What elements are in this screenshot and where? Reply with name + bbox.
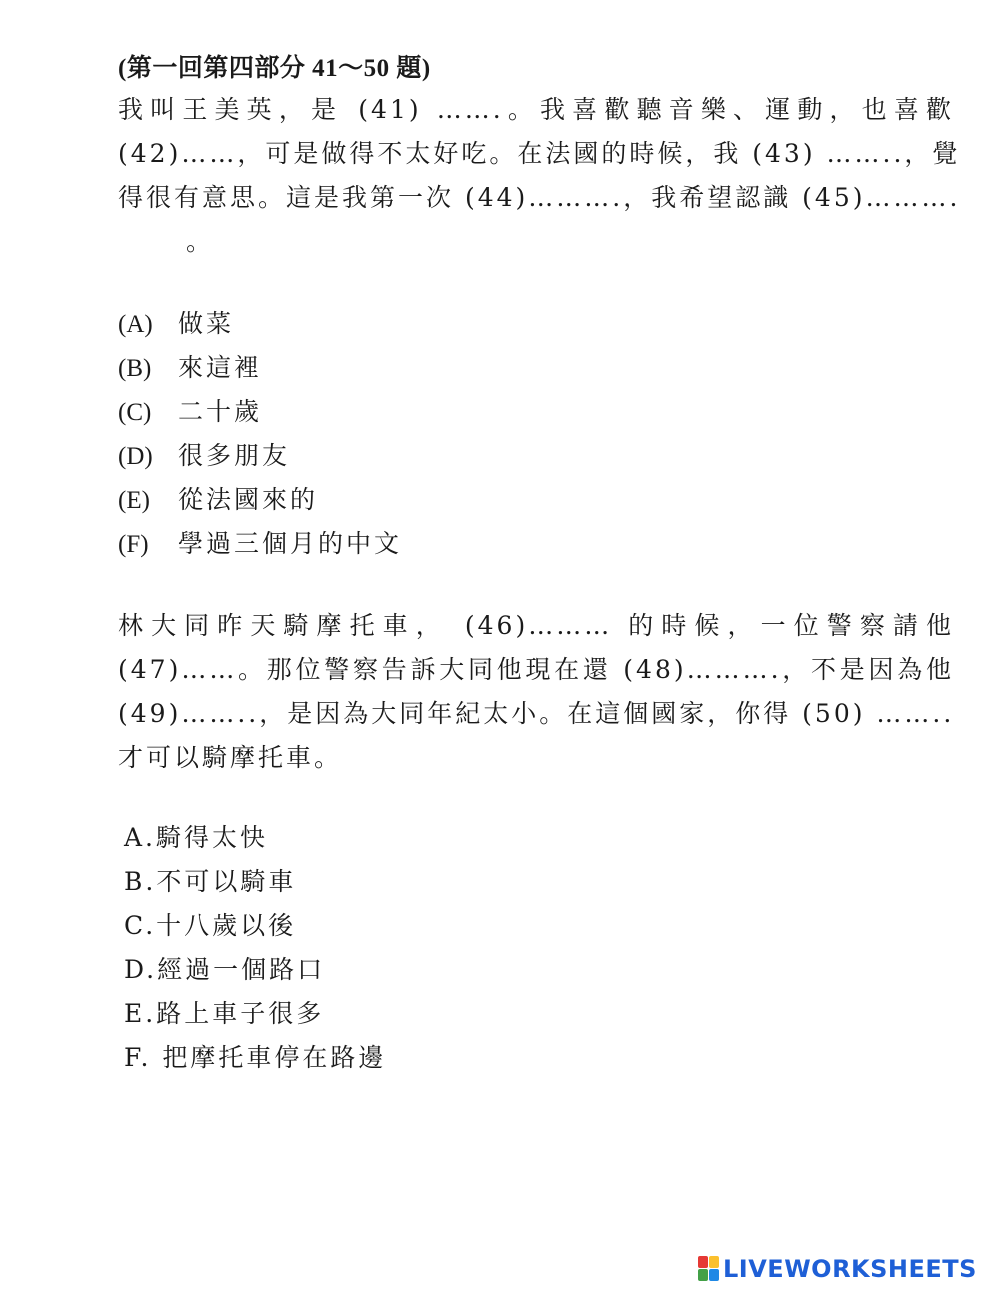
answer-options-1	[118, 302, 402, 566]
reading-passage-1	[118, 88, 961, 264]
liveworksheets-logo-text: LIVEWORKSHEETS	[723, 1255, 977, 1283]
passage-2-line: 才可以騎摩托車。	[118, 743, 343, 772]
section-title: (第一回第四部分 41～50 題)	[118, 55, 431, 82]
option-text: 二十歲	[178, 397, 263, 426]
option-f	[118, 522, 402, 566]
option-a: A.騎得太快	[124, 823, 269, 852]
reading-passage-2	[118, 604, 954, 780]
option-text: 學過三個月的中文	[178, 529, 403, 558]
option-key: (A)	[118, 311, 153, 338]
option-d: D.經過一個路口	[124, 955, 326, 984]
option-b: B.不可以騎車	[124, 867, 297, 896]
option-key: (D)	[118, 443, 153, 470]
passage-2-line: (49)……..，是因為大同年紀太小。在這個國家，你得 (50) ……..	[118, 699, 955, 728]
option-text: 從法國來的	[178, 485, 319, 514]
option-text: 來這裡	[178, 353, 263, 382]
option-e: E.路上車子很多	[124, 999, 325, 1028]
passage-1-line: 。	[186, 227, 215, 256]
liveworksheets-logo	[698, 1254, 977, 1284]
option-key: (B)	[118, 355, 152, 382]
option-e	[118, 478, 402, 522]
option-key: (F)	[118, 531, 149, 558]
passage-1-line: 我叫王美英，是 (41) …….。我喜歡聽音樂、運動，也喜歡	[118, 95, 954, 124]
option-f: F. 把摩托車停在路邊	[124, 1043, 387, 1072]
option-a	[118, 302, 402, 346]
option-c	[118, 390, 402, 434]
passage-1-line: (42)……，可是做得不太好吃。在法國的時候，我 (43) ……..，覺	[118, 139, 961, 168]
answer-options-2	[118, 816, 386, 1080]
option-c: C.十八歲以後	[124, 911, 297, 940]
passage-1-line: 得很有意思。這是我第一次 (44)……….，我希望認識 (45)……….	[118, 183, 961, 212]
option-text: 做菜	[178, 309, 235, 338]
passage-2-line: (47)……。那位警察告訴大同他現在還 (48)……….，不是因為他	[118, 655, 954, 684]
passage-2-line: 林大同昨天騎摩托車， (46)……… 的時候，一位警察請他	[118, 611, 954, 640]
option-d	[118, 434, 402, 478]
option-text: 很多朋友	[178, 441, 291, 470]
option-key: (C)	[118, 399, 152, 426]
liveworksheets-logo-icon	[698, 1256, 720, 1282]
option-b	[118, 346, 402, 390]
option-key: (E)	[118, 487, 150, 514]
